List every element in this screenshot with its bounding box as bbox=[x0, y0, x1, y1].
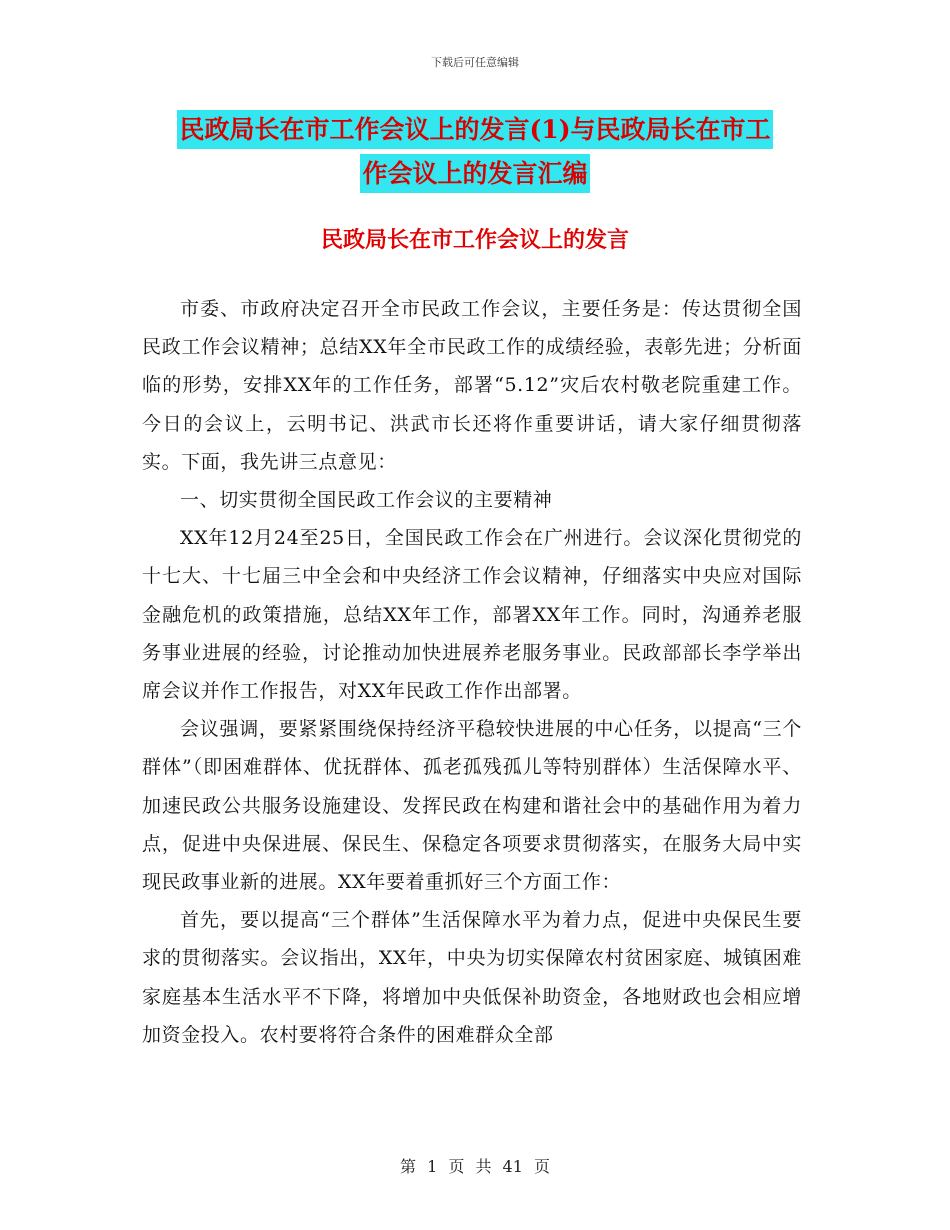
header-note: 下载后可任意编辑 bbox=[431, 56, 519, 69]
paragraph: 首先，要以提高“三个群体”生活保障水平为着力点，促进中央保民生要求的贯彻落实。会议指出，XX年，中央为切实保障农村贫困家庭、城镇困难家庭基本生活水平不下降，将增加中央低保补助资金，各地财政也会相应增加资金投入。农村要将符合条件的困难群众全部 bbox=[142, 909, 802, 1046]
page-footer: 第 1 页 共 41 页 bbox=[400, 1157, 550, 1176]
body-text bbox=[142, 290, 802, 1054]
main-title-line-2-text: 作会议上的发言汇编 bbox=[360, 154, 589, 193]
paragraph: 市委、市政府决定召开全市民政工作会议，主要任务是：传达贯彻全国民政工作会议精神；总结XX年全市民政工作的成绩经验，表彰先进；分析面临的形势，安排XX年的工作任务，部署“5.12”灾后农村敬老院重建工作。今日的会议上，云明书记、洪武市长还将作重要讲话，请大家仔细贯彻落实。下面，我先讲三点意见： bbox=[142, 298, 802, 473]
main-title-line-1 bbox=[0, 117, 950, 142]
paragraph: 一、切实贯彻全国民政工作会议的主要精神 bbox=[180, 489, 553, 512]
paragraph: 会议强调，要紧紧围绕保持经济平稳较快进展的中心任务，以提高“三个群体”（即困难群体、优抚群体、孤老孤残孤儿等特别群体）生活保障水平、加速民政公共服务设施建设、发挥民政在构建和谐社会中的基础作用为着力点，促进中央保进展、保民生、保稳定各项要求贯彻落实，在服务大局中实现民政事业新的进展。XX年要着重抓好三个方面工作： bbox=[142, 718, 802, 894]
section-title: 民政局长在市工作会议上的发言 bbox=[320, 227, 629, 253]
main-title-line-1-text: 民政局长在市工作会议上的发言(1)与民政局长在市工 bbox=[177, 110, 772, 149]
paragraph: XX年12月24至25日，全国民政工作会在广州进行。会议深化贯彻党的十七大、十七届三中全会和中央经济工作会议精神，仔细落实中央应对国际金融危机的政策措施，总结XX年工作，部署XX年工作。同时，沟通养老服务事业进展的经验，讨论推动加快进展养老服务事业。民政部部长李学举出席会议并作工作报告，对XX年民政工作作出部署。 bbox=[142, 527, 802, 703]
main-title-line-2 bbox=[0, 161, 950, 186]
